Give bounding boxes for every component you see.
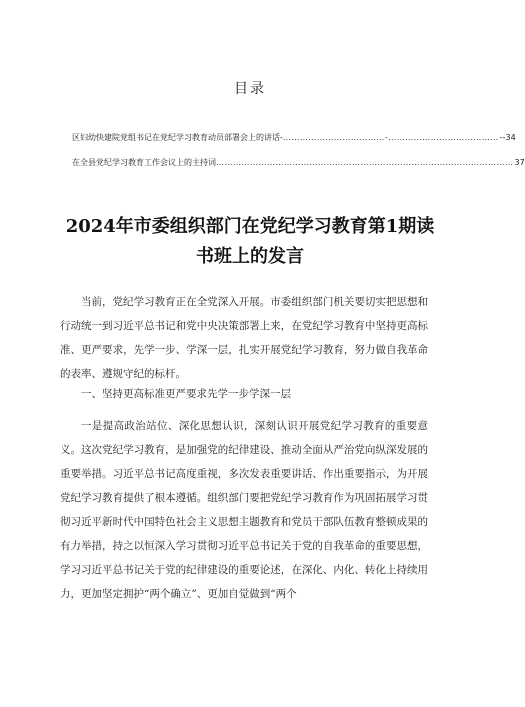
toc-title: 目录 (234, 81, 266, 97)
section-heading: 一、坚持更高标准更严要求先学一步学深一层 (81, 388, 291, 400)
article-paragraph: 一是提高政治站位、深化思想认识，深刻认识开展党纪学习教育的重要意义。这次党纪学习教育，是加强党的纪律建设、推动全面从严治党向纵深发展的重要举措。习近平总书记高度重视，多次发表重要讲话、作出重要指示，为开展党纪学习教育提供了根本遵循。组织部门要把党纪学习教育作为巩固拓展学习贯彻习近平新时代中国特色社会主义思想主题教育和党员干部队伍教育整顿成果的有力举措，持之以恒深入学习贯彻习近平总书记关于党的自我革命的重要思想，学习习近平总书记关于党的纪律建设的重要论述，在深化、内化、转化上持续用力，更加坚定拥护“两个确立”、更加自觉做到“两个 (60, 420, 428, 600)
article-paragraph: 当前，党纪学习教育正在全党深入开展。市委组织部门机关要切实把思想和行动统一到习近平总书记和党中央决策部署上来，在党纪学习教育中坚持更高标准、更严要求，先学一步、学深一层，扎实开展党纪学习教育，努力做自我革命的表率、遵规守纪的标杆。 (60, 296, 428, 380)
toc-entry[interactable] (72, 158, 525, 168)
article-title: 2024年市委组织部门在党纪学习教育第1期读书班上的发言 (65, 216, 435, 267)
toc-entry-page: --34 (499, 133, 516, 142)
toc-entry-leader: …………………………………………………………………………………………… (216, 158, 514, 167)
toc-entry[interactable] (72, 133, 516, 143)
toc-entry-text: 在全县党纪学习教育工作会议上的主持词 (72, 158, 216, 167)
toc-entry-text: 区妇幼快建院党组书记在党纪学习教育动员部署会上的讲话- (72, 133, 283, 142)
toc-entry-page: 37 (514, 158, 525, 167)
toc-entry-leader: ………………………………-………………………………… (282, 133, 499, 142)
